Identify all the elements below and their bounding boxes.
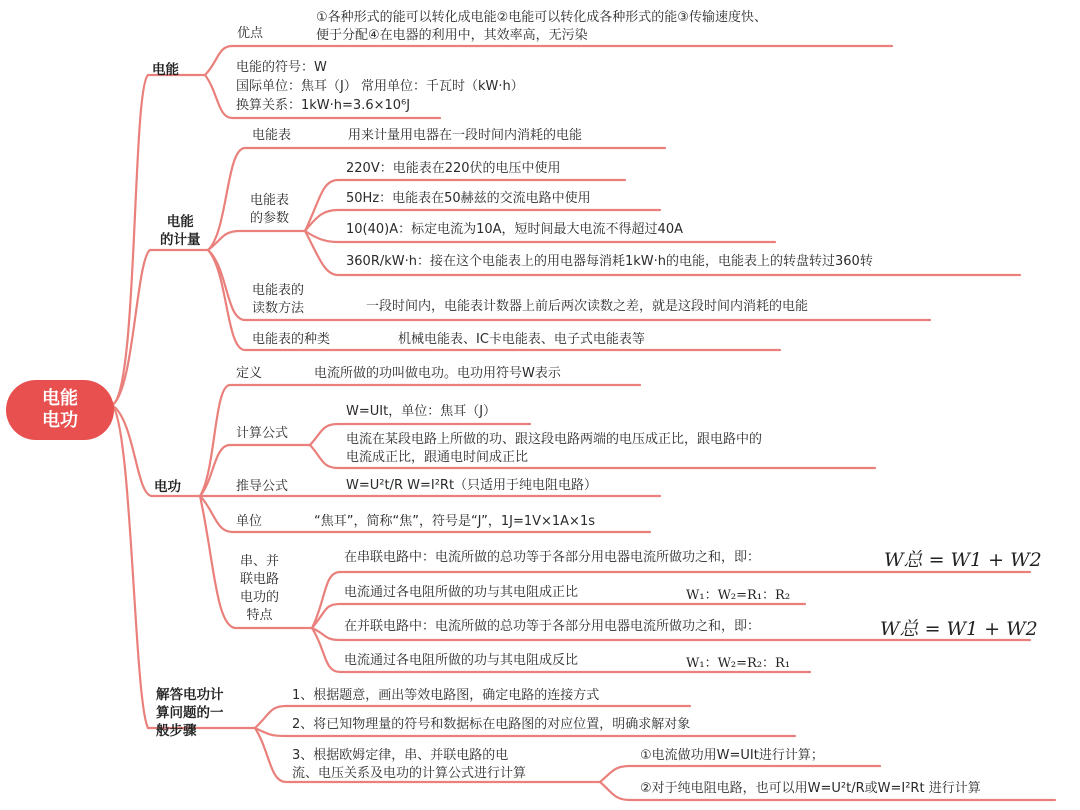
formula-series-ratio: W₁：W₂=R₁：R₂ <box>686 588 791 603</box>
section-label-diangong: 电功 <box>154 479 181 495</box>
section-label-jiliang: 电能 的计量 <box>160 214 201 248</box>
circuit-item-parallel-ratio: 电流通过各电阻所做的功与其电阻成反比 <box>344 653 579 668</box>
params-label: 电能表 的参数 <box>250 193 290 226</box>
circuit-item-parallel-total: 在并联电路中：电流所做的总功等于各部分用电器电流所做功之和，即： <box>344 619 761 634</box>
formula-text: W总 = W1 + W2 <box>880 618 1038 640</box>
section-label-steps: 解答电功计 算问题的一 般步骤 <box>156 687 224 739</box>
step-3: 3、根据欧姆定律，串、并联电路的电 流、电压关系及电功的计算公式进行计算 <box>292 748 527 781</box>
kinds-text: 机械电能表、IC卡电能表、电子式电能表等 <box>398 332 645 347</box>
calc-item-2: 电流在某段电路上所做的功、跟这段电路两端的电压成正比，跟电路中的 电流成正比，跟通电时间成正比 <box>346 432 763 465</box>
param-item-2: 50Hz：电能表在50赫兹的交流电路中使用 <box>346 191 591 206</box>
step3-item-1: ①电流做功用W=UIt进行计算； <box>640 748 824 763</box>
youdian-label: 优点 <box>237 26 264 41</box>
root-label: 电能 电功 <box>42 388 78 431</box>
circuit-label: 串、并 联电路 电功的 特点 <box>240 554 280 623</box>
root-node <box>6 380 114 440</box>
circuit-item-series-total: 在串联电路中：电流所做的总功等于各部分用电器电流所做功之和，即： <box>344 550 761 565</box>
param-item-3: 10(40)A：标定电流为10A，短时间最大电流不得超过40A <box>346 222 683 237</box>
read-label: 电能表的 读数方法 <box>252 283 305 316</box>
unit-text-dg: “焦耳”，简称“焦”，符号是“J”，1J=1V×1A×1s <box>314 514 595 529</box>
kinds-label: 电能表的种类 <box>252 332 331 347</box>
circuit-item-series-ratio: 电流通过各电阻所做的功与其电阻成正比 <box>344 585 579 600</box>
param-item-4: 360R/kW·h：接在这个电能表上的用电器每消耗1kW·h的电能，电能表上的转盘转过360转 <box>346 254 873 269</box>
step-2: 2、将已知物理量的符号和数据标在电路图的对应位置，明确求解对象 <box>292 717 691 732</box>
def-text: 电流所做的功叫做电功。电功用符号W表示 <box>314 366 561 381</box>
read-text: 一段时间内，电能表计数器上前后两次读数之差，就是这段时间内消耗的电能 <box>366 299 809 314</box>
unit-label: 单位 <box>236 514 263 529</box>
derive-text: W=U²t/R W=I²Rt（只适用于纯电阻电路） <box>346 478 598 493</box>
formula-parallel-ratio: W₁：W₂=R₂：R₁ <box>686 656 791 671</box>
unit-text: 国际单位：焦耳（J） 常用单位：千瓦时（kW·h） <box>236 79 524 94</box>
step3-item-2: ②对于纯电阻电路，也可以用W=U²t/R或W=I²Rt 进行计算 <box>640 781 981 796</box>
youdian-text: ①各种形式的能可以转化成电能②电能可以转化成各种形式的能③传输速度快、 便于分配④在电器的利用中，其效率高，无污染 <box>316 10 767 43</box>
formula-parallel-total <box>880 614 1038 641</box>
step-1: 1、根据题意，画出等效电路图，确定电路的连接方式 <box>292 688 600 703</box>
def-label: 定义 <box>236 366 263 381</box>
section-label-dianneng: 电能 <box>152 62 179 78</box>
meter-text: 用来计量用电器在一段时间内消耗的电能 <box>348 128 583 143</box>
formula-text: W总 = W1 + W2 <box>884 549 1042 571</box>
formula-series-total <box>884 545 1042 572</box>
calc-item-1: W=UIt，单位：焦耳（J） <box>346 404 497 419</box>
meter-label: 电能表 <box>252 128 292 143</box>
derive-label: 推导公式 <box>236 479 289 494</box>
calc-label: 计算公式 <box>236 426 289 441</box>
symbol-text: 电能的符号：W <box>236 60 327 75</box>
param-item-1: 220V：电能表在220伏的电压中使用 <box>346 161 561 176</box>
branch-root-jiliang <box>112 250 208 405</box>
branch-jiliang-params <box>208 231 305 250</box>
convert-text: 换算关系：1kW·h=3.6×10⁶J <box>236 98 411 113</box>
